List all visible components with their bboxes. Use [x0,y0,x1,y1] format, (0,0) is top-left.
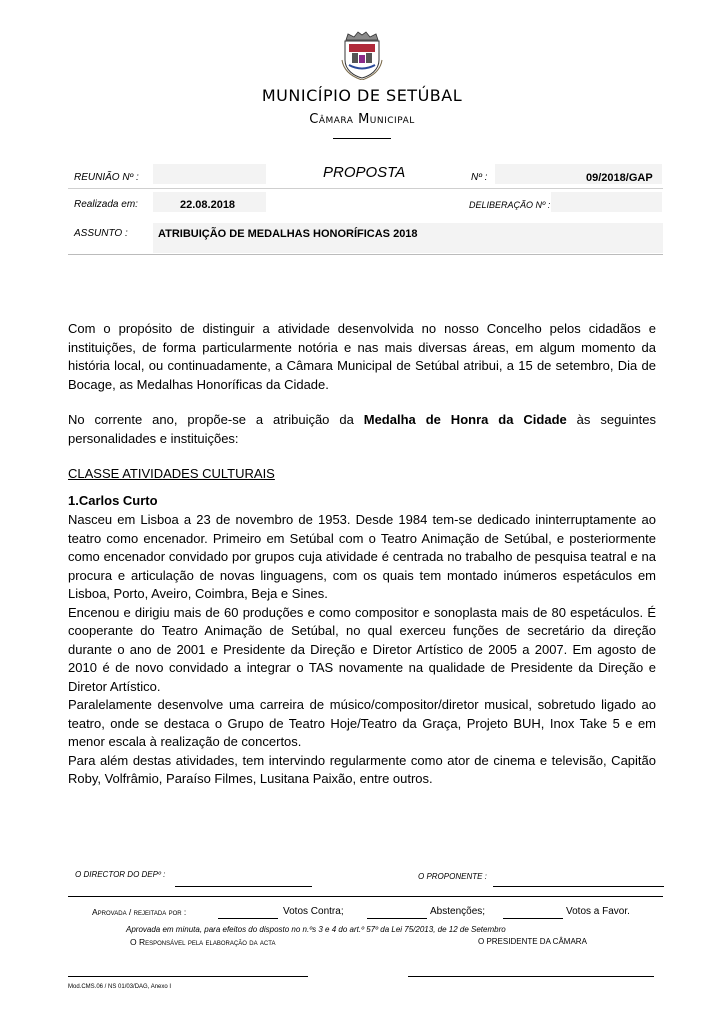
deliberacao-label: DELIBERAÇÃO Nº : [469,200,551,210]
council-subtitle: Câmara Municipal [309,112,415,127]
coat-of-arms-logo [340,30,384,80]
director-label: O DIRECTOR DO DEPº : [75,870,166,879]
footer-rule [68,896,663,897]
abstencoes-blank[interactable] [503,918,563,919]
aprovada-blank[interactable] [218,918,278,919]
aprovada-label: Aprovada / rejeitada por : [92,907,187,917]
reuniao-field[interactable] [153,164,266,184]
votos-contra-blank[interactable] [367,918,427,919]
intro-text: Com o propósito de distinguir a atividade desenvolvida no nosso Concelho pelos cidadãos e instituições, de forma particularmente notória e nas mais diversas áreas, em algum momento da história local, ou continuadamente, a Câmara Municipal de Setúbal atribui, a 15 de setembro, Dia de Bocage, as Medalhas Honoríficas da Cidade. [68,321,656,392]
minuta-note: Aprovada em minuta, para efeitos do disposto no n.ºs 3 e 4 do art.º 57º da Lei 75/2013, de 12 de Setembro [126,925,506,934]
bio-paragraph-2: Encenou e dirigiu mais de 60 produções e como compositor e sonoplasta mais de 80 espetáculos. É cooperante do Teatro Animação de Setúbal, no qual exerceu funções de secretário da direção durante o ano de 2001 e Presidente da Direção e Diretor Artístico de 2005 a 2007. Em agosto de 2010 é de novo convidado a integrar o TAS novamente na qualidade de Presidente da Direção e Diretor Artístico. [68,604,656,694]
proponente-label: O PROPONENTE : [418,872,487,881]
proposal-paragraph [68,411,656,448]
bio-paragraph-3: Paralelamente desenvolve uma carreira de músico/compositor/diretor musical, sobretudo ligado ao teatro, onde se destaca o Grupo de Teatro Hoje/Teatro da Graça, Projeto BUH, Inox Take 5 e em menor escala à realização de concertos. [68,697,656,749]
proposta-heading: PROPOSTA [323,164,406,181]
reuniao-label: REUNIÃO Nº : [74,172,139,183]
proposal-text-start: No corrente ano, propõe-se a atribuição da [68,412,364,427]
deliberacao-field[interactable] [551,192,662,212]
realizada-value: 22.08.2018 [180,199,236,211]
section-heading: CLASSE ATIVIDADES CULTURAIS [68,466,275,481]
votos-favor-label: Votos a Favor. [566,906,630,917]
numero-value: 09/2018/GAP [586,172,653,184]
municipality-title: MUNICÍPIO DE SETÚBAL [261,86,463,105]
responsavel-signature-line[interactable] [68,976,308,977]
biography [68,511,656,789]
form-row-divider [68,188,663,189]
numero-label: Nº : [471,172,488,183]
header-rule [333,138,391,139]
realizada-label: Realizada em: [74,199,138,210]
form-bottom-rule [68,254,663,255]
assunto-value: ATRIBUIÇÃO DE MEDALHAS HONORÍFICAS 2018 [158,228,418,240]
person-heading: 1.Carlos Curto [68,493,158,508]
model-reference: Mod.CMS.06 / NS 01/03/DAG, Anexo I [68,984,172,990]
proposal-text [68,411,656,448]
assunto-label: ASSUNTO : [74,228,128,239]
presidente-signature-line[interactable] [408,976,654,977]
presidente-label: O PRESIDENTE DA CÂMARA [478,937,587,946]
intro-paragraph [68,320,656,394]
proponente-signature-line[interactable] [493,886,664,887]
abstencoes-label: Abstenções; [430,906,486,917]
director-signature-line[interactable] [175,886,312,887]
bio-paragraph-1: Nasceu em Lisboa a 23 de novembro de 1953. Desde 1984 tem-se dedicado ininterruptamente ao teatro como encenador. Primeiro em Setúbal com o Teatro Animação de Setúbal, e posteriormente como encenador convidado por grupos cuja atividade é centrada no trabalho de pesquisa teatral e na procura e articulação de novas linguagens, com os quais tem montado inúmeros espetáculos em Lisboa, Porto, Aveiro, Coimbra, Beja e Sines. [68,512,656,601]
medal-name: Medalha de Honra da Cidade [363,412,567,427]
responsavel-label: O Responsável pela elaboração da acta [130,937,276,947]
proposal-text-end: às seguintes personalidades e instituições: [68,412,656,446]
votos-contra-label: Votos Contra; [283,906,344,917]
bio-paragraph-4: Para além destas atividades, tem intervindo regularmente como ator de cinema e televisão, Capitão Roby, Volfrâmio, Paraíso Filmes, Lusitana Paixão, entre outros. [68,752,656,786]
